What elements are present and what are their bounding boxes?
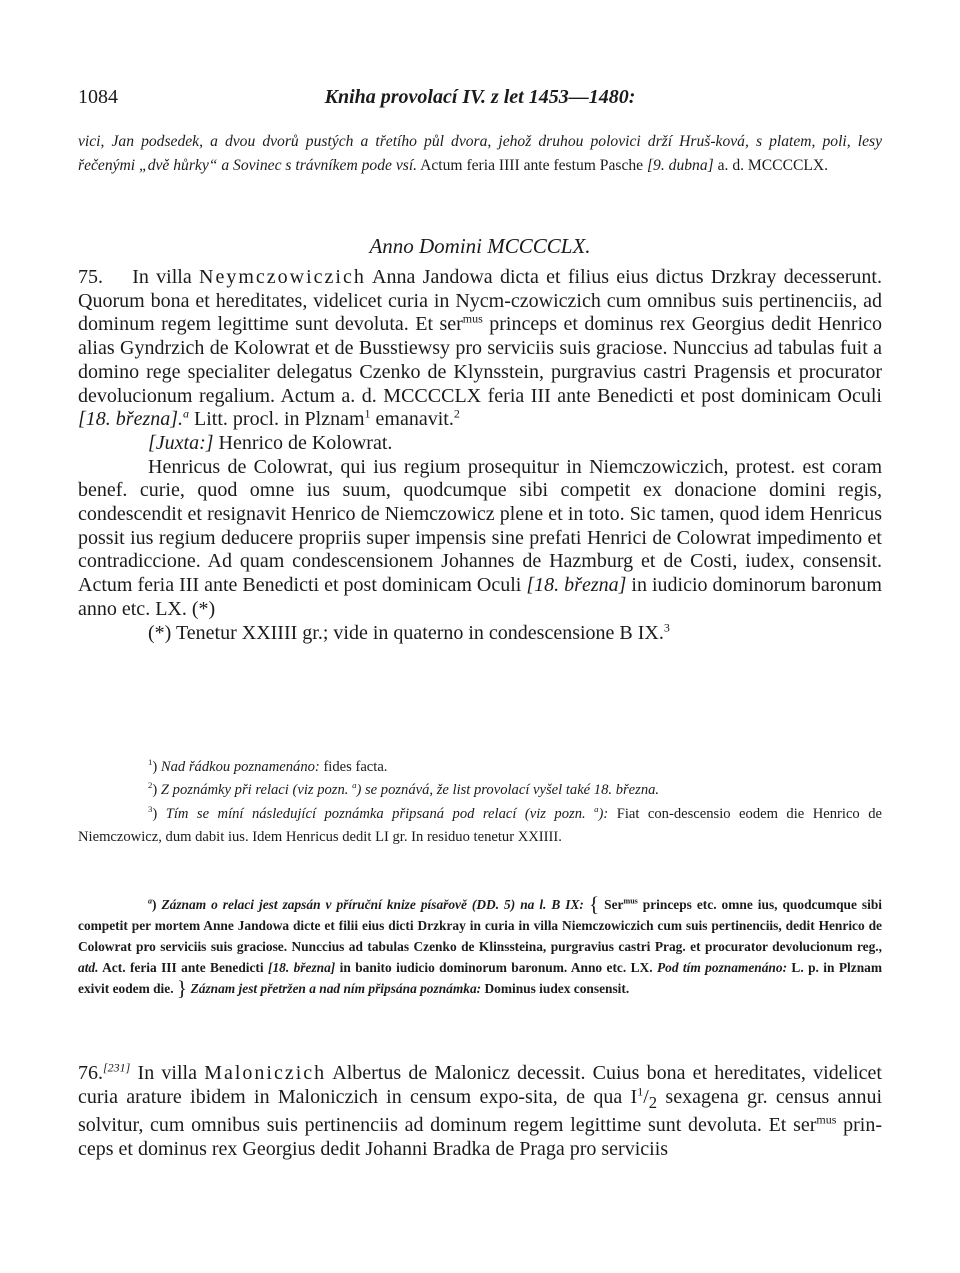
footnote-2: $^2$) Z poznámky při relaci (viz pozn. $^a$) se poznává, že list provolací vyšel také 18. března. (148, 780, 660, 799)
footnote-ref-3: 3 (663, 619, 670, 634)
entry-date: [18. března] (526, 574, 627, 597)
entry-number: 76. (78, 1062, 103, 1084)
entry-76: 76.[231] In villa Maloniczich Albertus de Malonicz decessit. Cuius bona et hereditates, videlicet curia arature ibidem in Maloniczich in censum expo-sita, de qua $I^1/_2$ sexagena gr. census annui solvitur, cum omnibus suis pertinenciis ad dominum regem legittime sunt devoluta. Et ser$^{mus}$ prin-ceps et dominus rex Georgius dedit Johanni Bradka de Praga pro serviciis (78, 1060, 883, 1161)
footnotes (78, 756, 882, 849)
variant-note: $^a$) Záznam o relaci jest zapsán v příruční knize písařově (DD. 5) na l. B IX: { Ser$^{mus}$ princeps etc. omne ius, quodcumque sibi competit per mortem Anne Jandowa dicte et filii eius dicti Drzkray in curia in villa Niemczowiczich cum suis pertinenciis, dedit Henrico de Colowrat pro serviciis suis graciose. Nunccius ad tabulas Czenko de Klinssteina, purgravius castri Prag. et procurator devolucionum reg., atd. Act. feria III ante Benedicti [18. března] in banito iudicio dominorum baronum. Anno etc. LX. Pod tím poznamenáno: L. p. in Plznam exivit eodem die. } Záznam jest přetržen a nad ním připsána poznámka: Dominus iudex consensit. (78, 892, 882, 1000)
village-name: Neymczowiczich (199, 266, 366, 288)
continuation-year: a. d. MCCCCLX. (713, 157, 829, 174)
footnote-3: $^3$) Tím se míní následující poznámka připsaná pod relací (viz pozn. $^a$): Fiat con-descensio eodem die Henrico de Niemczowicz, dum dabit ius. Idem Henricus dedit LI gr. In residuo tenetur XXIIII. (78, 803, 882, 845)
variant-note-marker: a (148, 896, 153, 906)
variant-marker: a (183, 406, 190, 421)
juxta-line: [Juxta:] Henrico de Kolowrat. (148, 431, 393, 454)
entry-75-paragraph-3: (*) Tenetur XXIIII gr.; vide in quaterno in condescensione B IX.$^3$ (148, 619, 670, 644)
footnote-ref-2: 2 (453, 406, 460, 421)
brace-close: } (176, 976, 188, 1000)
juxta-label: [Juxta:] (148, 431, 214, 454)
entry-date: [18. března]. (78, 408, 184, 431)
entry-75-paragraph-1: 75. In villa Neymczowiczich Anna Jandowa dicta et filius eius dictus Drzkray decesserunt. Quorum bona et hereditates, videlicet curia in Nycm-czowiczich cum omnibus suis pertinenciis, ad dominum regem legittime sunt devoluta. Et ser$^{mus}$ princeps et dominus rex Georgius dedit Henrico alias Gyndrzich de Kolowrat et de Busstiewsy pro serviciis suis graciose. Nunccius ad tabulas fuit a domino rege specialiter delegatus Czenko de Klynsstein, purgravius castri Pragensis et procurator devolucionum regalium. Actum a. d. MCCCCLX feria III ante Benedicti et post dominicam Oculi [18. března].$^a$ Litt. procl. in Plznam$^1$ emanavit.$^2$ (78, 266, 883, 431)
running-title: Kniha provolací IV. z let 1453—1480: (324, 86, 636, 108)
continuation-paragraph (78, 130, 882, 178)
page-header (78, 86, 882, 116)
continuation-date: [9. dubna] (646, 157, 714, 174)
page-number: 1084 (78, 86, 118, 108)
page-reference: [231] (103, 1060, 131, 1075)
continuation-actum: Actum feria IIII ante festum Pasche (417, 157, 647, 174)
village-name: Maloniczich (204, 1062, 327, 1084)
entry-number: 75. (78, 266, 103, 288)
section-heading: Anno Domini MCCCCLX. (369, 234, 591, 258)
footnote-ref-1: 1 (364, 406, 371, 421)
entry-75-paragraph-2: Henricus de Colowrat, qui ius regium prosequitur in Niemczowiczich, protest. est coram benef. curie, quod omne ius suum, quodcumque sibi competit ex donacione domini regis, condescendit et resignavit Henrico de Niemczowicz plene et in toto. Sic tamen, quod idem Henricus possit ius regium deducere propriis super impensis sine prefati Henrici de Colowrat impedimento et contradiccione. Ad quam condescensionem Johannes de Hazmburg et de Costi, iudex, consensit. Actum feria III ante Benedicti et post dominicam Oculi [18. března] in iudicio dominorum baronum anno etc. LX. (*) (78, 455, 882, 620)
brace-open: { (588, 892, 600, 916)
footnote-1: $^1$) Nad řádkou poznamenáno: fides facta. (148, 757, 388, 775)
continuation-czech-text: vici, Jan podsedek, a dvou dvorů pustých a třetího půl dvora, jehož druhou polovici drží Hruš-ková, s platem, poli, lesy řečenými „dvě hůrky“ a Sovinec s trávníkem pode vsí. (78, 133, 882, 174)
entry-75 (78, 266, 882, 645)
